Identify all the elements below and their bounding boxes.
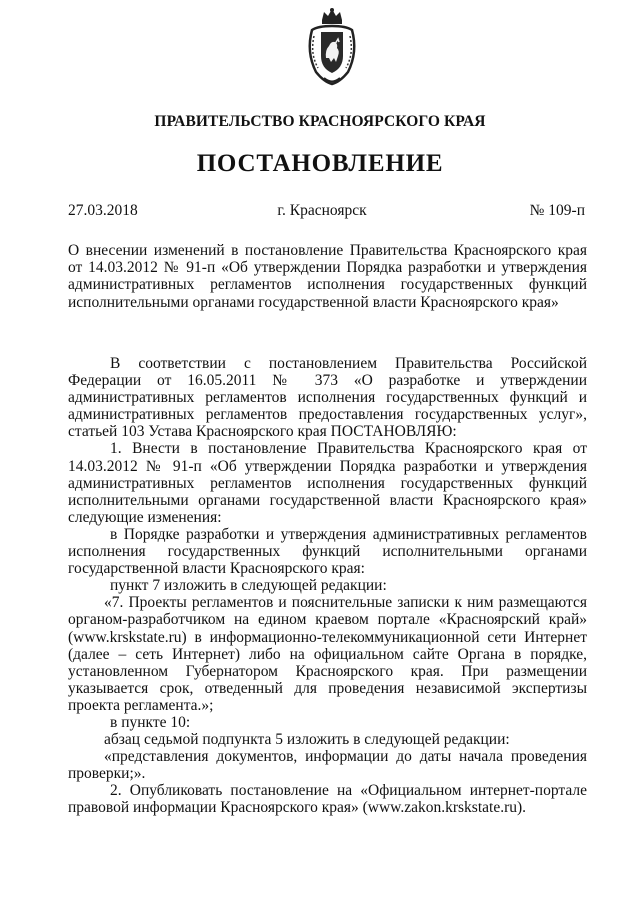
document-date: 27.03.2018 xyxy=(68,202,138,219)
paragraph-point-7: пункт 7 изложить в следующей редакции: xyxy=(110,577,387,595)
coat-of-arms-emblem xyxy=(302,6,362,88)
document-body xyxy=(68,355,587,817)
document-type: ПОСТАНОВЛЕНИЕ xyxy=(196,150,444,177)
document-title: О внесении изменений в постановление Правительства Красноярского края от 14.03.2012 № 91-п «Об утверждении Порядка разработки и утверждения административных регламентов исполнения государственных функций исполнительными органами государственной власти Красноярского края» xyxy=(68,242,587,311)
paragraph-subpoint-5: абзац седьмой подпункта 5 изложить в следующей редакции: xyxy=(104,731,510,749)
paragraph-point-7-text: «7. Проекты регламентов и пояснительные записки к ним размещаются органом-разработчиком на едином краевом портале «Красноярский край» (www.krskstate.ru) в информационно-телекоммуникационной сети Интернет (далее – сеть Интернет) либо на официальном сайте Органа в порядке, установленном Губернатором Красноярского края. При размещении указывается срок, отведенный для проведения независимой экспертизы проекта регламента.»; xyxy=(68,594,587,714)
organization-name: ПРАВИТЕЛЬСТВО КРАСНОЯРСКОГО КРАЯ xyxy=(154,113,486,130)
paragraph-procedure: в Порядке разработки и утверждения административных регламентов исполнения государственных функций исполнительными органами государственной власти Красноярского края: xyxy=(68,525,587,578)
paragraph-point-10: в пункте 10: xyxy=(110,713,191,731)
paragraph-item-1: 1. Внести в постановление Правительства Красноярского края от 14.03.2012 № 91-п «Об утверждении Порядка разработки и утверждения административных регламентов исполнения государственных функций исполнительными органами государственной власти Красноярского края» следующие изменения: xyxy=(68,440,587,526)
document-number: № 109-п xyxy=(529,202,585,219)
paragraph-item-2: 2. Опубликовать постановление на «Официальном интернет-портале правовой информации Красноярского края» (www.zakon.krskstate.ru). xyxy=(68,782,587,817)
paragraph-preamble: В соответствии с постановлением Правительства Российской Федерации от 16.05.2011 № 373 «О разработке и утверждении административных регламентов исполнения государственных функций и административных регламентов предоставления государственных услуг», статьей 103 Устава Красноярского края ПОСТАНОВЛЯЮ: xyxy=(68,355,587,441)
document-city: г. Красноярск xyxy=(277,202,367,219)
paragraph-subpoint-5-text: «представления документов, информации до даты начала проведения проверки;». xyxy=(68,748,587,783)
